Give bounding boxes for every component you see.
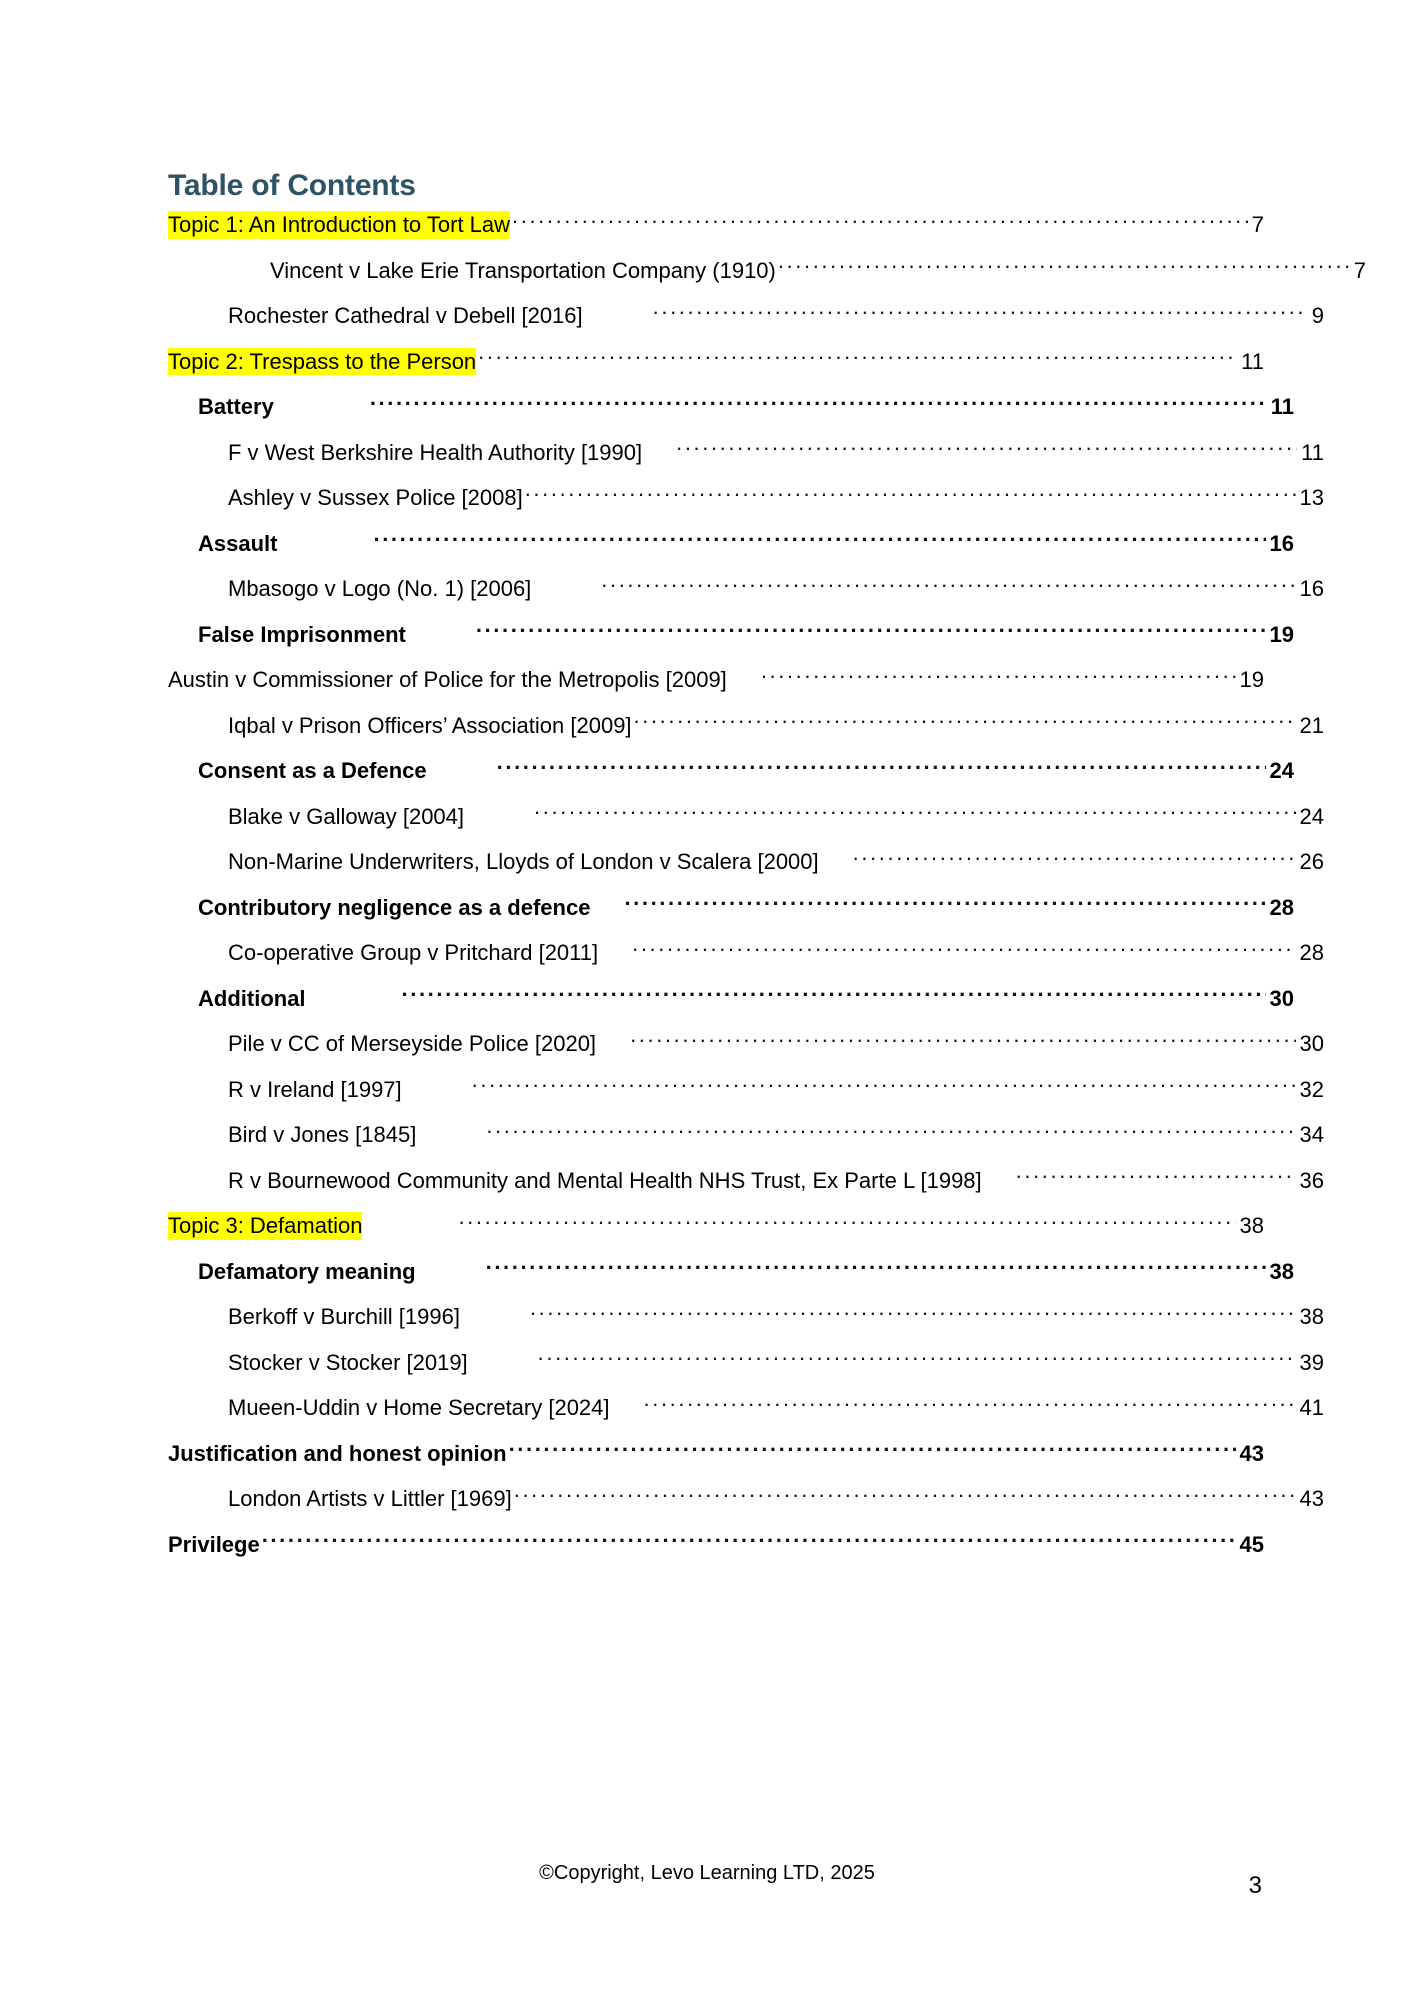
toc-entry-label: Stocker v Stocker [2019] [228, 1349, 468, 1375]
toc-entry-page-number: 16 [1269, 530, 1294, 556]
toc-entry[interactable] [228, 1120, 1324, 1149]
toc-entry-page-number: 16 [1299, 576, 1324, 601]
toc-entry-label: Bird v Jones [1845] [228, 1122, 417, 1147]
toc-dot-leader [472, 1075, 1296, 1097]
toc-entry-page-number: 9 [1311, 303, 1324, 328]
toc-entry-list [168, 210, 1366, 1558]
toc-entry-page-number: 21 [1299, 712, 1324, 738]
toc-entry-page-number: 13 [1299, 485, 1324, 510]
toc-dot-leader [778, 256, 1350, 278]
toc-entry-page-number: 34 [1299, 1122, 1324, 1147]
toc-entry-page-number: 28 [1269, 894, 1294, 920]
toc-entry[interactable] [228, 938, 1324, 967]
toc-entry-page-number: 26 [1299, 849, 1324, 874]
toc-entry[interactable] [168, 1439, 1264, 1468]
toc-entry-page-number: 24 [1299, 803, 1324, 829]
toc-dot-leader [853, 847, 1296, 869]
toc-entry-page-number: 11 [1270, 394, 1294, 419]
toc-entry-label: Topic 2: Trespass to the Person [168, 348, 477, 374]
toc-entry[interactable] [228, 1302, 1324, 1331]
toc-entry[interactable] [168, 1530, 1264, 1559]
toc-dot-leader [1016, 1166, 1296, 1188]
toc-entry[interactable] [228, 1166, 1324, 1195]
toc-dot-leader [761, 665, 1236, 687]
toc-entry-label: Justification and honest opinion [168, 1440, 507, 1466]
toc-dot-leader [497, 756, 1266, 778]
toc-entry[interactable] [198, 529, 1294, 558]
toc-dot-leader [538, 1348, 1296, 1370]
toc-dot-leader [373, 529, 1265, 551]
toc-entry-label: Topic 1: An Introduction to Tort Law [168, 212, 511, 237]
toc-entry-page-number: 36 [1299, 1167, 1324, 1193]
page-number: 3 [1248, 1872, 1262, 1899]
toc-entry-label: Ashley v Sussex Police [2008] [228, 485, 523, 510]
toc-entry[interactable] [228, 1393, 1324, 1422]
toc-dot-leader [512, 210, 1248, 232]
toc-entry-page-number: 38 [1239, 1213, 1264, 1238]
toc-entry-label: Austin v Commissioner of Police for the Metropolis [2009] [168, 667, 727, 692]
toc-dot-leader [486, 1120, 1295, 1142]
toc-entry-page-number: 41 [1299, 1395, 1324, 1420]
toc-entry-page-number: 7 [1251, 212, 1264, 237]
toc-entry[interactable] [198, 756, 1294, 785]
toc-entry[interactable] [228, 1029, 1324, 1058]
toc-entry-label: Pile v CC of Merseyside Police [2020] [228, 1031, 597, 1056]
toc-content [168, 168, 1366, 1575]
toc-entry-page-number: 30 [1299, 1031, 1324, 1056]
toc-dot-leader [634, 711, 1296, 733]
toc-entry-page-number: 45 [1239, 1531, 1264, 1557]
toc-entry[interactable] [228, 802, 1324, 831]
toc-entry-label: Iqbal v Prison Officers’ Association [2009] [228, 712, 632, 738]
toc-entry[interactable] [198, 893, 1294, 922]
toc-entry[interactable] [198, 1257, 1294, 1286]
toc-entry[interactable] [198, 392, 1294, 421]
toc-entry-label: Topic 3: Defamation [168, 1213, 363, 1238]
toc-entry-page-number: 19 [1269, 621, 1294, 647]
toc-entry[interactable] [168, 665, 1264, 694]
toc-dot-leader [370, 392, 1267, 414]
toc-entry[interactable] [228, 1348, 1324, 1377]
toc-entry[interactable] [228, 1075, 1324, 1104]
toc-entry-label: Blake v Galloway [2004] [228, 803, 465, 829]
toc-entry[interactable] [228, 301, 1324, 330]
toc-dot-leader [534, 802, 1295, 824]
toc-entry-page-number: 28 [1299, 940, 1324, 965]
toc-entry-page-number: 7 [1353, 257, 1366, 283]
toc-dot-leader [630, 1029, 1295, 1051]
toc-entry-label: F v West Berkshire Health Authority [1990] [228, 439, 643, 465]
toc-dot-leader [624, 893, 1265, 915]
toc-dot-leader [262, 1530, 1236, 1552]
toc-dot-leader [478, 347, 1237, 369]
toc-entry[interactable] [168, 347, 1264, 376]
toc-entry[interactable] [198, 984, 1294, 1013]
toc-entry-page-number: 39 [1299, 1349, 1324, 1375]
toc-entry[interactable] [270, 256, 1366, 285]
toc-dot-leader [509, 1439, 1236, 1461]
copyright-notice: ©Copyright, Levo Learning LTD, 2025 [539, 1862, 875, 1884]
toc-entry-label: Co-operative Group v Pritchard [2011] [228, 940, 599, 965]
toc-entry-page-number: 24 [1269, 758, 1294, 783]
toc-entry-label: Rochester Cathedral v Debell [2016] [228, 303, 583, 328]
toc-entry[interactable] [168, 210, 1264, 239]
toc-dot-leader [514, 1484, 1296, 1506]
toc-entry-page-number: 11 [1301, 439, 1324, 465]
toc-entry-page-number: 38 [1299, 1304, 1324, 1329]
toc-entry-page-number: 30 [1269, 985, 1294, 1011]
toc-entry-label: Additional [198, 985, 306, 1011]
toc-entry-label: False Imprisonment [198, 621, 406, 647]
toc-entry[interactable] [228, 483, 1324, 512]
toc-entry-page-number: 32 [1299, 1076, 1324, 1102]
toc-dot-leader [486, 1257, 1266, 1279]
toc-entry-label: Berkoff v Burchill [1996] [228, 1304, 460, 1329]
toc-entry-label: R v Ireland [1997] [228, 1076, 402, 1102]
toc-dot-leader [530, 1302, 1296, 1324]
toc-entry[interactable] [228, 438, 1324, 467]
toc-entry[interactable] [228, 574, 1324, 603]
toc-entry-page-number: 38 [1269, 1258, 1294, 1284]
toc-dot-leader [525, 483, 1296, 505]
toc-entry-label: Battery [198, 394, 274, 419]
toc-entry-label: Consent as a Defence [198, 758, 427, 783]
toc-entry-page-number: 11 [1241, 348, 1264, 374]
toc-dot-leader [676, 438, 1297, 460]
toc-dot-leader [458, 1211, 1235, 1233]
toc-entry-label: Contributory negligence as a defence [198, 894, 591, 920]
toc-entry[interactable] [228, 711, 1324, 740]
toc-dot-leader [402, 984, 1266, 1006]
toc-entry-page-number: 19 [1239, 667, 1264, 692]
toc-entry[interactable] [228, 847, 1324, 876]
toc-entry[interactable] [228, 1484, 1324, 1513]
toc-entry-page-number: 43 [1239, 1440, 1264, 1466]
toc-entry-label: Mbasogo v Logo (No. 1) [2006] [228, 576, 532, 601]
toc-entry-label: Vincent v Lake Erie Transportation Company (1910) [270, 257, 776, 283]
toc-entry[interactable] [198, 620, 1294, 649]
toc-entry-label: Privilege [168, 1531, 260, 1557]
toc-entry-label: Non-Marine Underwriters, Lloyds of London v Scalera [2000] [228, 849, 819, 874]
toc-entry-label: R v Bournewood Community and Mental Health NHS Trust, Ex Parte L [1998] [228, 1167, 982, 1193]
toc-dot-leader [632, 938, 1295, 960]
toc-entry-label: Mueen-Uddin v Home Secretary [2024] [228, 1395, 610, 1420]
toc-dot-leader [653, 301, 1308, 323]
page-footer [0, 1862, 1414, 1942]
toc-entry-label: Assault [198, 530, 278, 556]
toc-entry-page-number: 43 [1299, 1486, 1324, 1511]
toc-entry-label: Defamatory meaning [198, 1258, 416, 1284]
toc-dot-leader [644, 1393, 1296, 1415]
toc-entry[interactable] [168, 1211, 1264, 1240]
page-title: Table of Contents [168, 169, 416, 202]
toc-dot-leader [476, 620, 1266, 642]
toc-entry-label: London Artists v Littler [1969] [228, 1486, 512, 1511]
toc-dot-leader [601, 574, 1295, 596]
